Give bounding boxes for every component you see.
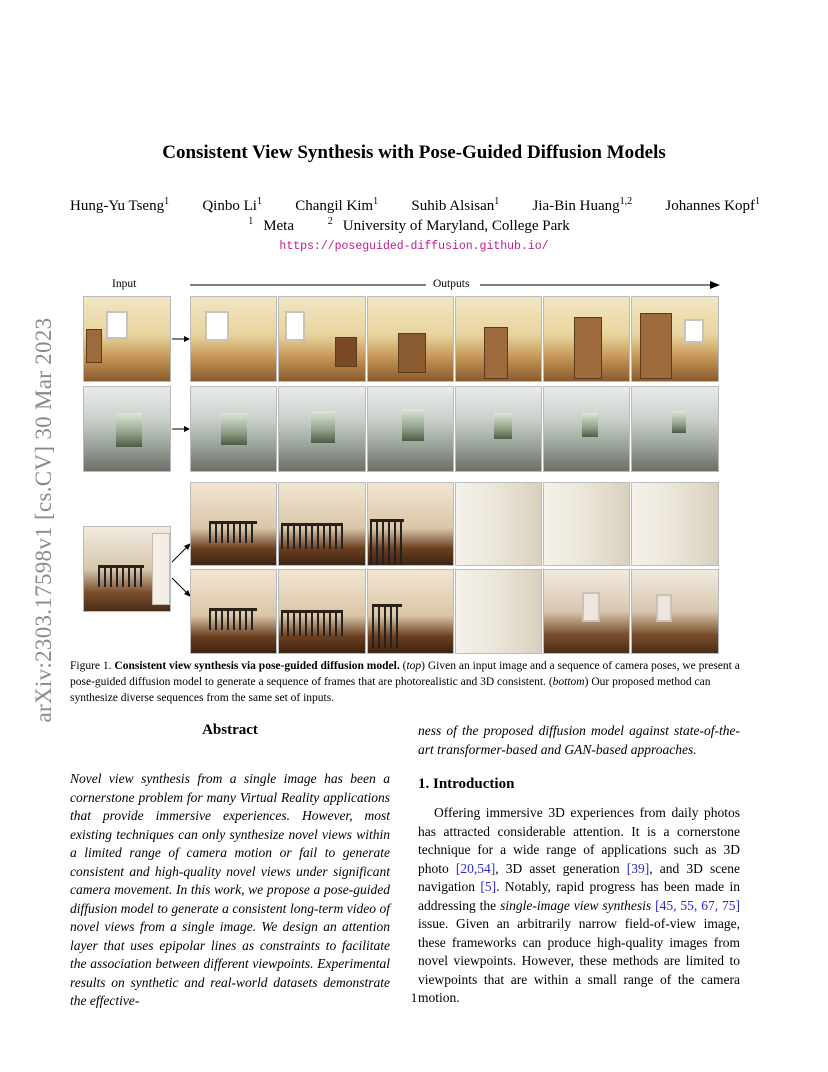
output-frame — [278, 482, 366, 566]
introduction-paragraph: Offering immersive 3D experiences from daily photos has attracted considerable attention. It is a cornerstone technique for a wide range of applications such as 3D photo [20,54], 3D asset generation [39], and 3D scene navigation [5]. Notably, rapid progress has been made in addressing the single-image view synthesis [45, 55, 67, 75] issue. Given an arbitrarily narrow field-of-view image, these frameworks can produce high-quality images from novel viewpoints. However, these methods are limited to viewpoints that are within a small range of the camera motion. — [418, 805, 741, 1005]
input-label: Input — [112, 278, 137, 290]
abstract-continuation: ness of the proposed diffusion model against state-of-the-art transformer-based and GAN-based approaches. — [418, 723, 740, 757]
citation-link[interactable]: [45, 55, 67, 75] — [655, 897, 741, 913]
output-frame — [631, 482, 719, 566]
output-frame — [190, 296, 277, 382]
output-frame — [278, 569, 366, 654]
abstract-heading: Abstract — [202, 722, 258, 738]
outputs-arrow — [188, 278, 722, 292]
output-frame — [367, 482, 454, 566]
output-frame — [543, 296, 630, 382]
figure-caption: Figure 1. Consistent view synthesis via pose-guided diffusion model. (top) Given an input image and a sequence of camera poses, we present a pose-guided diffusion model to generate a sequence of frames that are photorealistic and 3D consistent. (bottom) Our proposed method can synthesize diverse sequences from the same set of inputs. — [70, 660, 740, 704]
author: Jia-Bin Huang$^{1,2}$ — [532, 196, 633, 214]
output-frame — [367, 569, 454, 654]
output-frame — [455, 296, 542, 382]
page-number: 1 — [410, 990, 418, 1005]
output-frame — [543, 386, 630, 472]
arrow-right-icon — [172, 424, 190, 434]
output-frame — [631, 386, 719, 472]
author: Suhib Alsisan$^1$ — [411, 196, 500, 214]
author: Changil Kim$^1$ — [295, 196, 379, 214]
output-frame — [190, 569, 277, 654]
introduction-heading: 1. Introduction — [418, 776, 515, 792]
affiliation: $^1$ Meta — [248, 216, 295, 234]
project-url-link[interactable]: https://poseguided-diffusion.github.io/ — [279, 240, 549, 253]
output-frame — [367, 296, 454, 382]
affiliation: $^2$ University of Maryland, College Park — [327, 216, 570, 234]
input-image-hallway — [83, 386, 171, 472]
output-frame — [455, 386, 542, 472]
arrow-right-icon — [172, 334, 190, 344]
output-frame — [278, 296, 366, 382]
author: Johannes Kopf$^1$ — [665, 196, 760, 214]
output-frame — [278, 386, 366, 472]
arxiv-stamp: arXiv:2303.17598v1 [cs.CV] 30 Mar 2023 — [31, 317, 56, 723]
affiliations — [0, 216, 828, 235]
output-frame — [367, 386, 454, 472]
author: Hung-Yu Tseng$^1$ — [70, 196, 170, 214]
citation-link[interactable]: [20,54] — [455, 860, 496, 876]
output-frame — [190, 482, 277, 566]
output-frame — [631, 296, 719, 382]
output-frame — [631, 569, 719, 654]
paper-title: Consistent View Synthesis with Pose-Guided Diffusion Models — [162, 142, 666, 163]
output-frame — [543, 482, 630, 566]
citation-link[interactable]: [5] — [480, 879, 497, 894]
author-list — [70, 196, 760, 215]
output-frame — [455, 482, 542, 566]
output-frame — [543, 569, 630, 654]
output-frame — [455, 569, 542, 654]
outputs-label: Outputs — [433, 278, 470, 290]
author: Qinbo Li$^1$ — [202, 196, 262, 214]
input-image-stair-hall — [83, 526, 171, 612]
citation-link[interactable]: [39] — [626, 860, 650, 876]
abstract-text: Novel view synthesis from a single image has been a cornerstone problem for many Virtual Reality applications that provide immersive experiences. However, most existing techniques can only synthesize novel views within a limited range of camera motion or fail to generate consistent and high-quality novel views under significant camera movement. In this work, we propose a pose-guided diffusion model to generate a consistent long-term video of novel views from a single image. We design an attention layer that uses epipolar lines as constraints to facilitate the association between different viewpoints. Experimental results on synthetic and real-world datasets demonstrate the effective- — [70, 771, 390, 1008]
input-image-bedroom — [83, 296, 171, 382]
output-frame — [190, 386, 277, 472]
